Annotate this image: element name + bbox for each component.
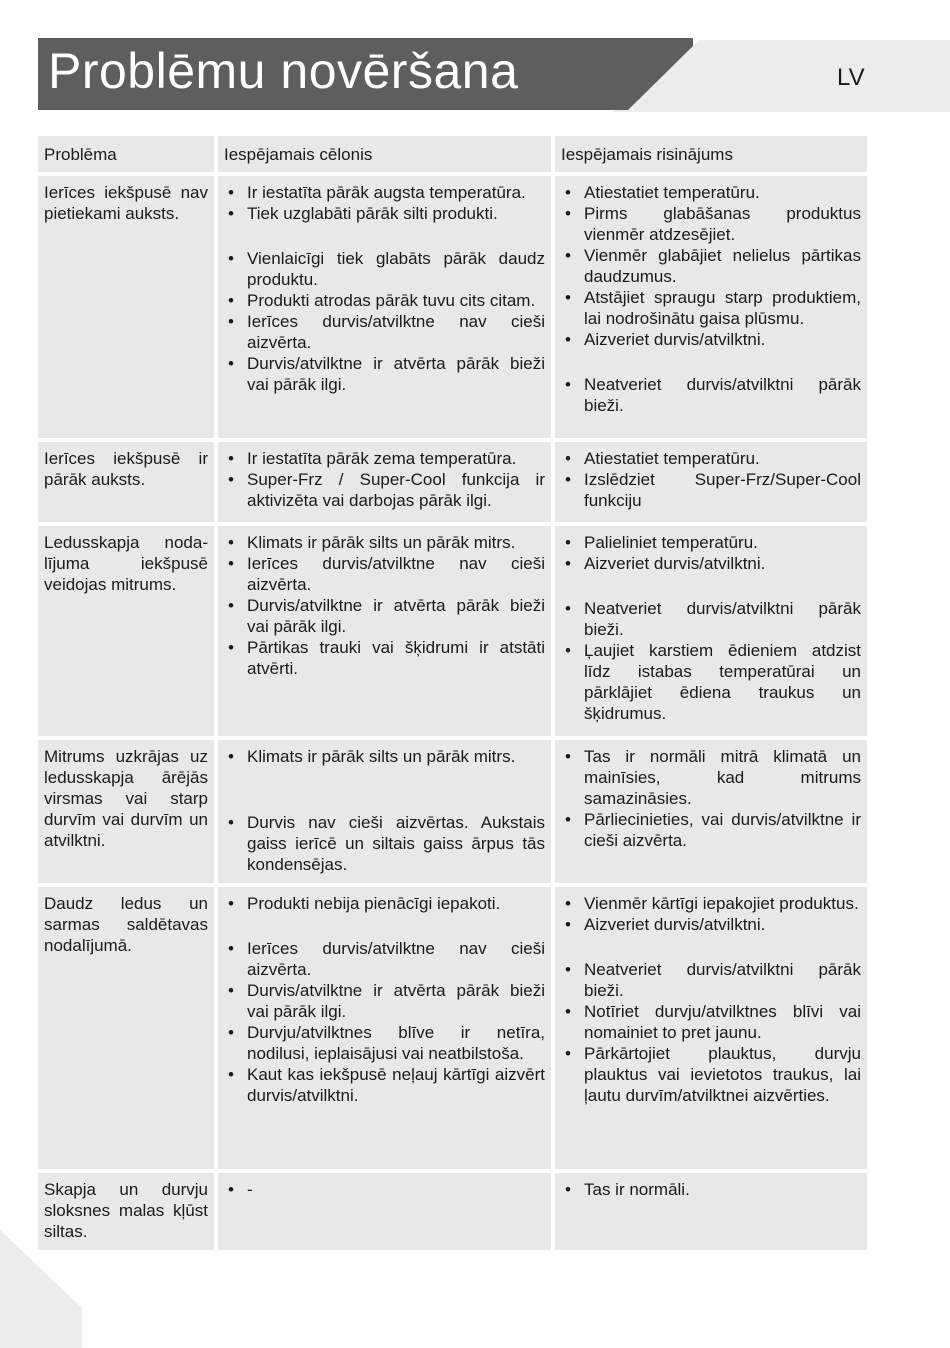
list-item: • Super-Frz / Super-Cool funkcija ir aktivizēta vai darbojas pārāk ilgi. xyxy=(224,469,545,511)
problem-cell: Ierīces iekšpusē nav pietiekami auksts. xyxy=(38,176,214,438)
list-item: • Ierīces durvis/atvilktne nav cieši aizvērta. xyxy=(224,938,545,980)
page-title: Problēmu novēršana xyxy=(48,43,519,99)
solution-cell xyxy=(555,442,867,522)
list-item: • Aizveriet durvis/atvilktni. xyxy=(561,329,861,350)
list-item: • Tas ir normāli mitrā klimatā un mainīsies, kad mitrums samazināsies. xyxy=(561,746,861,809)
problem-cell: Skapja un durvju sloksnes malas kļūst siltas. xyxy=(38,1173,214,1250)
cause-cell xyxy=(218,887,551,1169)
table-header-row xyxy=(38,136,867,172)
list-item: • - xyxy=(224,1179,545,1200)
solution-cell xyxy=(555,1173,867,1250)
cause-cell xyxy=(218,442,551,522)
list-item: • Ierīces durvis/atvilktne nav cieši aizvērta. xyxy=(224,553,545,595)
solution-cell xyxy=(555,740,867,883)
table-row xyxy=(38,176,867,438)
list-item: • Neatveriet durvis/atvilktni pārāk bieži. xyxy=(561,598,861,640)
table-row xyxy=(38,740,867,883)
corner-decoration xyxy=(0,1230,90,1348)
problem-cell: Ierīces iekšpusē ir pārāk auksts. xyxy=(38,442,214,522)
list-item: • Tiek uzglabāti pārāk silti produkti. xyxy=(224,203,545,224)
problem-cell: Mitrums uzkrājas uz ledusskapja ārējās virsmas vai starp durvīm vai durvīm un atvilktni. xyxy=(38,740,214,883)
column-header-cause: Iespējamais cēlonis xyxy=(218,136,551,172)
list-item: • Pārtikas trauki vai šķidrumi ir atstāti atvērti. xyxy=(224,637,545,679)
list-item: • Neatveriet durvis/atvilktni pārāk bieži. xyxy=(561,959,861,1001)
solution-cell xyxy=(555,526,867,736)
table-row xyxy=(38,1173,867,1250)
list-item: • Durvis/atvilktne ir atvērta pārāk bieži vai pārāk ilgi. xyxy=(224,595,545,637)
table-row xyxy=(38,442,867,522)
list-item: • Vienmēr kārtīgi iepakojiet produktus. xyxy=(561,893,861,914)
problem-cell: Ledusskapja nodalījuma iekšpusē veidojas mitrums. xyxy=(38,526,214,736)
list-item: • Klimats ir pārāk silts un pārāk mitrs. xyxy=(224,746,545,767)
list-item: • Tas ir normāli. xyxy=(561,1179,861,1200)
list-item: • Ir iestatīta pārāk augsta temperatūra. xyxy=(224,182,545,203)
list-item: • Durvju/atvilktnes blīve ir netīra, nodilusi, ieplaisājusi vai neatbilstoša. xyxy=(224,1022,545,1064)
list-item: • Vienmēr glabājiet nelielus pārtikas daudzumus. xyxy=(561,245,861,287)
table-row xyxy=(38,887,867,1169)
cause-cell xyxy=(218,740,551,883)
list-item: • Produkti nebija pienācīgi iepakoti. xyxy=(224,893,545,914)
list-item: • Durvis/atvilktne ir atvērta pārāk bieži vai pārāk ilgi. xyxy=(224,980,545,1022)
list-item: • Ierīces durvis/atvilktne nav cieši aizvērta. xyxy=(224,311,545,353)
list-item: • Notīriet durvju/atvilktnes blīvi vai nomainiet to pret jaunu. xyxy=(561,1001,861,1043)
list-item: • Vienlaicīgi tiek glabāts pārāk daudz produktu. xyxy=(224,248,545,290)
cause-cell xyxy=(218,176,551,438)
column-header-problem: Problēma xyxy=(38,136,214,172)
table-row xyxy=(38,526,867,736)
list-item: • Atstājiet spraugu starp produktiem, lai nodrošinātu gaisa plūsmu. xyxy=(561,287,861,329)
list-item: • Pārkārtojiet plauktus, durvju plauktus vai ievietotos traukus, lai ļautu durvīm/atvilktnei aizvērties. xyxy=(561,1043,861,1106)
cause-cell xyxy=(218,526,551,736)
list-item: • Durvis/atvilktne ir atvērta pārāk bieži vai pārāk ilgi. xyxy=(224,353,545,395)
problem-cell: Daudz ledus un sarmas saldētavas nodalījumā. xyxy=(38,887,214,1169)
list-item: • Aizveriet durvis/atvilktni. xyxy=(561,553,861,574)
list-item: • Produkti atrodas pārāk tuvu cits citam. xyxy=(224,290,545,311)
list-item: • Pirms glabāšanas produktus vienmēr atdzesējiet. xyxy=(561,203,861,245)
solution-cell xyxy=(555,176,867,438)
list-item: • Kaut kas iekšpusē neļauj kārtīgi aizvērt durvis/atvilktni. xyxy=(224,1064,545,1106)
list-item: • Izslēdziet Super-Frz/Super-Cool funkciju xyxy=(561,469,861,511)
list-item: • Neatveriet durvis/atvilktni pārāk bieži. xyxy=(561,374,861,416)
column-header-solution: Iespējamais risinājums xyxy=(555,136,867,172)
cause-cell xyxy=(218,1173,551,1250)
list-item: • Ir iestatīta pārāk zema temperatūra. xyxy=(224,448,545,469)
list-item: • Pārliecinieties, vai durvis/atvilktne ir cieši aizvērta. xyxy=(561,809,861,851)
list-item: • Palieliniet temperatūru. xyxy=(561,532,861,553)
list-item: • Atiestatiet temperatūru. xyxy=(561,448,861,469)
solution-cell xyxy=(555,887,867,1169)
list-item: • Aizveriet durvis/atvilktni. xyxy=(561,914,861,935)
troubleshooting-table xyxy=(34,132,871,1254)
list-item: • Ļaujiet karstiem ēdieniem atdzist līdz istabas temperatūrai un pārklājiet ēdiena traukus un šķidrumus. xyxy=(561,640,861,724)
language-code: LV xyxy=(837,64,865,91)
list-item: • Klimats ir pārāk silts un pārāk mitrs. xyxy=(224,532,545,553)
list-item: • Durvis nav cieši aizvērtas. Aukstais gaiss ierīcē un siltais gaiss ārpus tās kondensējas. xyxy=(224,812,545,875)
list-item: • Atiestatiet temperatūru. xyxy=(561,182,861,203)
